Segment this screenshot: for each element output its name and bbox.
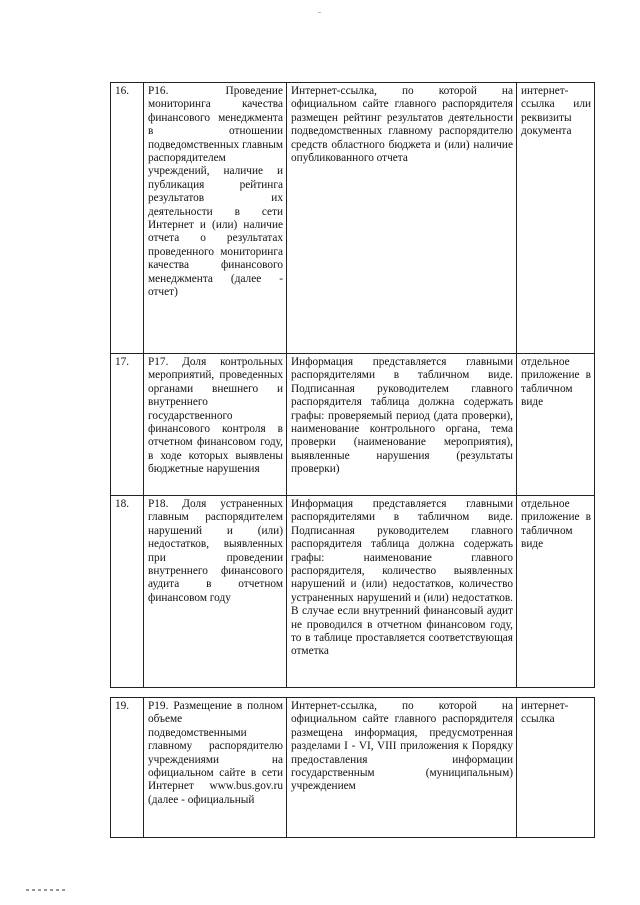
indicator-cell: P19. Размещение в полном объеме подведомственными главному распорядителю учреждениями на официальном сайте в сети Интернет www.bus.gov.ru (далее - официальный: [144, 698, 287, 838]
source-cell: отдельное приложение в табличном виде: [517, 354, 595, 496]
indicator-cell: P18. Доля устраненных главным распорядителем нарушений и (или) недостатков, выявленных при проведении внутреннего финансового аудита в отчетном финансовом году: [144, 496, 287, 688]
row-number: 18.: [111, 496, 144, 688]
table-row: [111, 698, 595, 838]
indicators-table: [110, 82, 595, 838]
row-number: 16.: [111, 83, 144, 354]
table-row: [111, 496, 595, 688]
indicator-cell: P17. Доля контрольных мероприятий, проведенных органами внешнего и внутреннего государственного финансового контроля в отчетном финансовом году, в ходе которых выявлены бюджетные нарушения: [144, 354, 287, 496]
table-row: [111, 83, 595, 354]
page-top-mark: [318, 12, 321, 13]
table-row: [111, 354, 595, 496]
gap-cell: [111, 688, 595, 698]
source-cell: отдельное приложение в табличном виде: [517, 496, 595, 688]
row-number: 17.: [111, 354, 144, 496]
description-cell: Интернет-ссылка, по которой на официальном сайте главного распорядителя размещена информация, предусмотренная разделами I - VI, VIII приложения к Порядку предоставления информации государственным (муниципальным) учреждением: [287, 698, 517, 838]
description-cell: Информация представляется главными распорядителями в табличном виде. Подписанная руководителем главного распорядителя таблица должна содержать графы: наименование главного распорядителя, количество выявленных нарушений и (или) недостатков, количество устраненных нарушений и (или) недостатков. В случае если внутренний финансовый аудит не проводился в отчетном финансовом году, то в таблице проставляется соответствующая отметка: [287, 496, 517, 688]
indicator-cell: P16. Проведение мониторинга качества финансового менеджмента в отношении подведомственных главным распорядителем учреждений, наличие и публикация рейтинга результатов их деятельности в сети Интернет и (или) наличие отчета о результатах проведенного мониторинга качества финансового менеджмента (далее - отчет): [144, 83, 287, 354]
row-number: 19.: [111, 698, 144, 838]
description-cell: Интернет-ссылка, по которой на официальном сайте главного распорядителя размещен рейтинг результатов деятельности подведомственных главному распорядителю средств областного бюджета и (или) наличие опубликованного отчета: [287, 83, 517, 354]
page-bottom-mark: [26, 889, 66, 891]
description-cell: Информация представляется главными распорядителями в табличном виде. Подписанная руководителем главного распорядителя таблица должна содержать графы: проверяемый период (дата проверки), наименование контрольного органа, тема проверки (наименование мероприятия), выявленные нарушения (результаты проверки): [287, 354, 517, 496]
source-cell: интернет-ссылка или реквизиты документа: [517, 83, 595, 354]
source-cell: интернет-ссылка: [517, 698, 595, 838]
row-gap: [111, 688, 595, 698]
